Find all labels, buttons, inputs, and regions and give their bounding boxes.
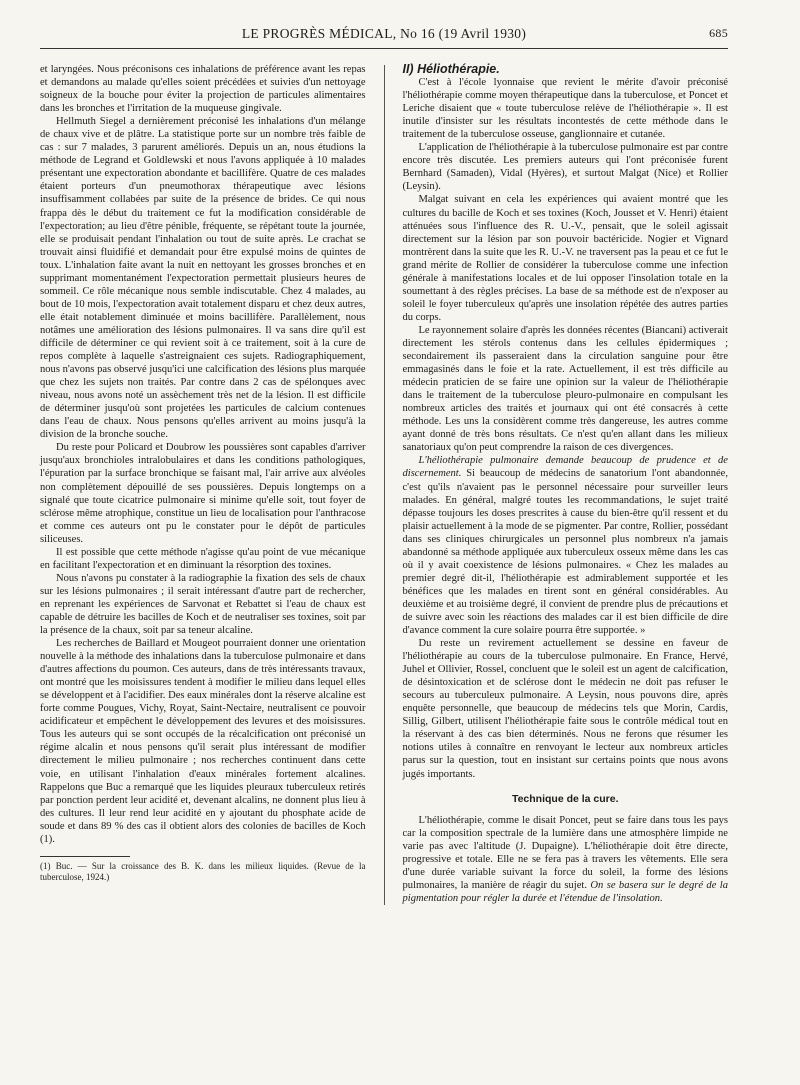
paragraph: Du reste pour Policard et Doubrow les poussières sont capables d'arriver jusqu'aux bronchioles intralobulaires et dans les conditions pathologiques, l'épuration par la surface bronchique se faisant mal, l'air arrive aux alvéoles non complètement dépouillé de ses poussières. Depuis longtemps on a signalé que toute cicatrice pulmonaire si minime qu'elle soit, tout foyer de sclérose même atrophique, constitue un lieu de localisation pour l'anthracose et comme ces auteurs ont pu le constater pour le dépôt de particules siliceuses. (40, 442, 366, 545)
italic-text: On se basera sur le degré de la pigmentation pour régler la durée et l'étendue de l'insolation. (402, 879, 728, 904)
paragraph (402, 454, 728, 637)
paragraph: Les recherches de Baillard et Mougeot pourraient donner une orientation nouvelle à la méthode des inhalations dans la tuberculose pulmonaire et dans d'autres affections du poumon. Ces auteurs, dans de très intéressants travaux, ont montré que les moisissures tendent à modifier le milieu dans lequel elles se développent et à l'acidifier. Des eaux minérales dont la réserve alcaline est forte comme Pougues, Vichy, Royat, Saint-Nectaire, neutralisent ce pouvoir acidificateur et empêchent le développement des levures et des moisissures. Tous les auteurs qui se sont occupés de la récalcification ont préconisé un régime alcalin et nous pensons qu'il serait plus intéressant de modifier directement le milieu pulmonaire ; nos recherches continuent dans cette voie, en utilisant l'inhalation d'eaux minérales fortement alcalines. Rappelons que Buc a remarqué que les liquides pleuraux tuberculeux retirés par ponction perdent leur acidité et, devenant alcalins, ne donnent plus lieu à des cultures. Il leur rend leur acidité en y ajoutant du phosphate acide de soude et dans 89 % des cas il obtient alors des colonies de bacilles de Koch (1). (40, 638, 366, 845)
paragraph: L'application de l'héliothérapie à la tuberculose pulmonaire est par contre encore très discutée. Les premiers auteurs qui l'ont préconisée furent Bernhard (Samaden), Vidal (Hyères), et surtout Malgat (Nice) et Rollier (Leysin). (402, 142, 728, 193)
paragraph-text: L'héliothérapie, comme le disait Poncet, peut se faire dans tous les pays car la composition spectrale de la lumière dans une atmosphère limpide ne varie pas avec l'altitude (J. Dupaigne). L'héliothérapie doit être directe, progressive et totale. Elle ne se fera pas à travers les vêtements. Elle sera d'une durée variable suivant la force du soleil, la forme des lésions pulmonaires, la manière de réagir du sujet. (402, 814, 728, 891)
paragraph-continuation: Si beaucoup de médecins de sanatorium l'ont abandonnée, c'est qu'ils n'avaient pas le personnel nécessaire pour surveiller leurs malades. En général, malgré toutes les recommandations, le sujet traité dépasse toujours les doses prescrites à cause du bien-être qu'il ressent et du plaisir actuellement à la mode de se pigmenter. Par contre, Rollier, possédant dans ses cliniques chirurgicales un personnel plus nombreux n'a jamais abandonné sa méthode appliquée aux tuberculeux osseux même dans les cas où il y avait coexistence de lésions pulmonaires. « Chez les malades au premier degré dit-il, l'héliothérapie est admirablement supportée et les bénéfices que les malades en tirent sont en général considérables. Au deuxième et au troisième degré, il convient de prendre plus de précautions et de suivre avec soin les réactions des malades car il est bien difficile de dire d'avance comment la cure solaire pourra être supportée. » (402, 468, 728, 637)
paragraph: Le rayonnement solaire d'après les données récentes (Biancani) activerait directement les stérols contenus dans les cellules épidermiques ; secondairement ils passeraient dans la circulation sanguine pour être emmagasinés dans le foie et la rate. Actuellement, il est très difficile au médecin praticien de se faire une opinion sur la valeur de l'héliothérapie dans le traitement de la tuberculose pleuro-pulmonaire en compulsant les nombreux articles des traités et journaux qui ont été consacrés à cette méthode. Les uns la considèrent comme très dangereuse, les autres comme ayant donné de très bons résultats. Ce n'est qu'en allant dans les milieux sanatoriaux qu'on peut comprendre la raison de ces divergences. (402, 324, 728, 454)
paragraph (402, 814, 728, 905)
footnote-divider (40, 856, 130, 857)
paragraph: Hellmuth Siegel a dernièrement préconisé les inhalations d'un mélange de chaux vive et de plâtre. La statistique porte sur un nombre très faible de cas : sur 7 malades, 3 parurent améliorés. Depuis un an, nous étudions la méthode de Legrand et Goldlewski et nous l'avons appliquée à 10 malades présentant une expectoration abondante et bacillifère. Quatre de ces malades étaient porteurs d'un pneumothorax thérapeutique avec lésions insuffisamment collabées par suite de la présence de brides. Ce qui nous frappa dès le début du traitement ce fut la modification considérable de l'expectoration; au lieu d'être pénible, fréquente, se répétant toute la journée, elle se produisait pendant l'inhalation ou tout de suite après. Le crachat se trouvait ainsi fluidifié et demandait pour être expulsé moins de quintes de toux. L'inhalation faite avant la nuit en nettoyant les grosses bronches et en supprimant momentanément l'expectoration permettait plusieurs heures de sommeil. Ce rôle mécanique nous semble indiscutable. Chez 4 malades, au bout de 10 mois, l'expectoration avait totalement disparu et chez deux autres, elle était notablement diminuée et moins bacillifère. Parallèlement, nous notâmes une amélioration des lésions pulmonaires. Il va sans dire qu'il est difficile de déterminer ce qui revient soit à ce traitement, soit à la cure de repos complète à laquelle s'astreignaient ces sujets. Radiographiquement, nous n'avons pas observé jusqu'ici une calcification des lésions plus marquée que chez les sujets non traités. Par contre dans 2 cas de spélonques avec niveau, nous avons noté un assèchement très net de la lésion. Il est difficile de déterminer jusqu'où sont projetées les particules de calcium contenues dans l'eau de chaux. Nous pensons qu'elles arrivent au moins jusqu'à la division de la bronche souche. (40, 116, 366, 441)
paragraph: Il est possible que cette méthode n'agisse qu'au point de vue mécanique en facilitant l'expectoration et en diminuant la résorption des toxines. (40, 546, 366, 571)
running-header (40, 26, 728, 49)
two-column-body (40, 63, 728, 905)
page-number: 685 (709, 26, 728, 40)
column-rule (384, 65, 385, 905)
running-title: LE PROGRÈS MÉDICAL, No 16 (19 Avril 1930) (241, 26, 527, 41)
subheading: Technique de la cure. (511, 792, 619, 805)
paragraph: Malgat suivant en cela les expériences qui avaient montré que les cultures du bacille de Koch et ses toxines (Koch, Jousset et V. Henri) étaient atténuées sous l'influence des R. U.-V., pensait, que le soleil agissait directement sur la lésion par son pouvoir bactéricide. Nogier et Vignard montrèrent dans la suite que les R. U.-V. ne traversent pas la peau et ce fut le grand mérite de Rollier de considérer la tuberculose comme une infection générale à manifestations locales et de lui opposer l'insolation totale en la soumettant à des règles précises. La base de sa méthode est de n'exposer au soleil le foyer tuberculeux qu'après une insolation répétée des autres parties du corps. (402, 194, 728, 323)
section-title: II) Héliothérapie. (402, 62, 500, 76)
paragraph: Nous n'avons pu constater à la radiographie la fixation des sels de chaux sur les lésions pulmonaires ; il serait intéressant d'autre part de rechercher, en reprenant les expériences de Sarvonat et Rebattet si l'eau de chaux est capable de détruire les bacilles de Koch et de neutraliser ses toxines, soit par la présence de la chaux, soit par sa teneur alcaline. (40, 572, 366, 637)
paragraph: et laryngées. Nous préconisons ces inhalations de préférence avant les repas et demandons au malade qu'elles soient précédées et suivies d'un nettoyage soigneux de la bouche pour éviter la projection de particules alimentaires dans les bronches et l'irritation de la muqueuse gingivale. (40, 64, 366, 115)
paragraph: Du reste un revirement actuellement se dessine en faveur de l'héliothérapie au cours de la tuberculose pulmonaire. En France, Hervé, Juhel et Ollivier, Rossel, concluent que le soleil est un agent de calcification, de désintoxication et de sclérose dont le médecin ne doit pas refuser le secours au tuberculeux pulmonaire. A Leysin, nous pouvons dire, après enquête personnelle, que beaucoup de médecins tels que Morin, Cardis, Sillig, Gilbert, utilisent l'héliothérapie faite sous le contrôle médical tout en la réservant à des cas bien déterminés. Nous ne ferons que résumer les notions utiles à connaître en renvoyant le lecteur aux nombreux articles parus sur la question, tout en insistant sur certains points que nous avons jugés importants. (402, 638, 728, 780)
paragraph: C'est à l'école lyonnaise que revient le mérite d'avoir préconisé l'héliothérapie comme moyen thérapeutique dans la tuberculose, et Poncet et Leriche disaient que « toute tuberculose relève de l'héliothérapie ». Il est inutile d'insister sur les résultats incontestés de cette méthode dans le traitement de la tuberculose osseuse, ganglionnaire et cutanée. (402, 77, 728, 141)
footnote: (1) Buc. — Sur la croissance des B. K. dans les milieux liquides. (Revue de la tuberculose, 1924.) (40, 860, 366, 882)
italic-lead: L'héliothérapie pulmonaire demande beaucoup de prudence et de discernement. (402, 455, 728, 480)
left-column (40, 63, 366, 905)
right-column (402, 63, 728, 905)
